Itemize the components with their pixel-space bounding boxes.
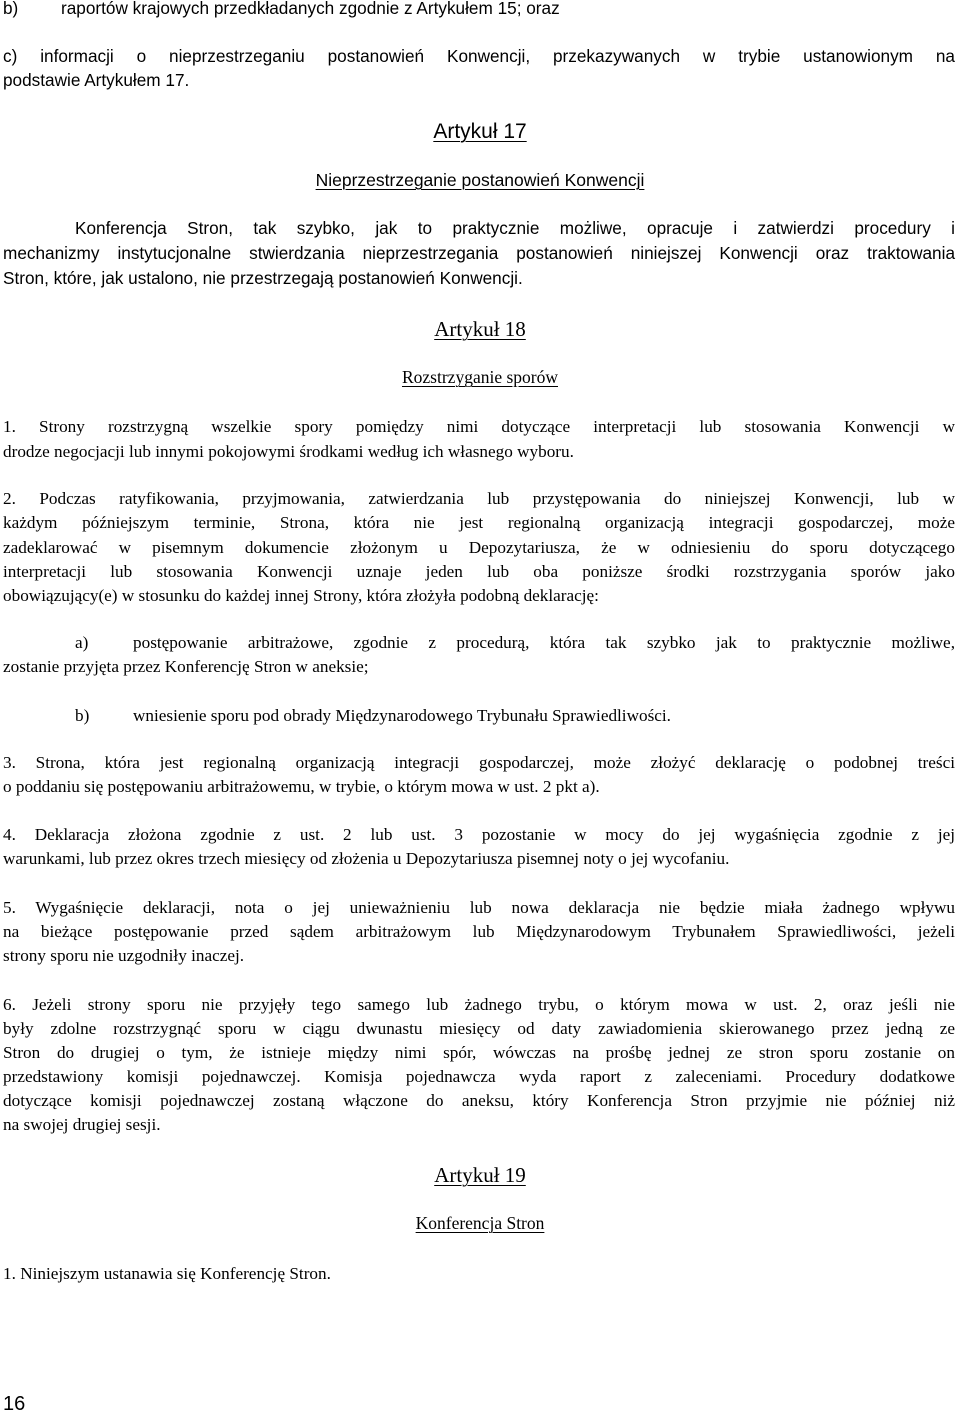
list-item-b-text: wniesienie sporu pod obrady Międzynarodowego Trybunału Sprawiedliwości. <box>133 706 671 725</box>
article-18-para-5-line: 5. Wygaśnięcie deklaracji, nota o jej unieważnieniu lub nowa deklaracja nie będzie miała żadnego wpływu <box>3 898 955 917</box>
list-marker-a: a) <box>75 633 89 652</box>
article-18-subheading: Rozstrzyganie sporów <box>401 367 558 387</box>
article-18-para-2-line: zadeklarować w pisemnym dokumencie złożonym u Depozytariusza, że w odniesieniu do sporu dotyczącego <box>3 538 955 557</box>
page-number: 16 <box>3 1393 26 1415</box>
article-17-heading: Artykuł 17 <box>433 120 527 143</box>
article-17-text-line: Konferencja Stron, tak szybko, jak to praktycznie możliwe, opracuje i zatwierdzi procedury i <box>75 218 955 238</box>
article-18-para-2-line: obowiązujący(e) w stosunku do każdej innej Strony, która złożyła podobną deklarację: <box>3 586 599 605</box>
article-17-text-line: mechanizmy instytucjonalne stwierdzania nieprzestrzegania postanowień niniejszej Konwencji oraz traktowania <box>3 243 955 263</box>
article-18-para-4-line: warunkami, lub przez okres trzech miesięcy od złożenia u Depozytariusza pisemnej noty o jej wycofaniu. <box>3 849 730 868</box>
article-18-heading: Artykuł 18 <box>434 317 526 341</box>
article-17-text-line: Stron, które, jak ustalono, nie przestrzegają postanowień Konwencji. <box>3 268 523 288</box>
article-18-para-6-line: były zdolne rozstrzygnąć sporu w ciągu dwunastu miesięcy od daty zawiadomienia skierowanego przez jedną ze <box>3 1019 955 1038</box>
list-item-c-line: c) informacji o nieprzestrzeganiu postanowień Konwencji, przekazywanych w trybie ustanowionym na <box>3 46 955 66</box>
article-17-subheading: Nieprzestrzeganie postanowień Konwencji <box>315 170 645 190</box>
article-18-para-2-line: interpretacji lub stosowania Konwencji uznaje jeden lub oba poniższe środki rozstrzygania sporów jako <box>3 562 955 581</box>
article-18-para-5-line: strony sporu nie uzgodniły inaczej. <box>3 946 245 965</box>
article-18-para-2-line: 2. Podczas ratyfikowania, przyjmowania, zatwierdzania lub przystępowania do niniejszej Konwencji, lub w <box>3 489 955 508</box>
article-18-para-2-line: każdym późniejszym terminie, Strona, która nie jest regionalną organizacją integracji gospodarczej, może <box>3 513 955 532</box>
article-18-para-6-line: 6. Jeżeli strony sporu nie przyjęły tego samego lub żadnego trybu, o którym mowa w ust. 2, oraz jeśli nie <box>3 995 955 1014</box>
article-18-para-1-line: drodze negocjacji lub innymi pokojowymi środkami według ich własnego wyboru. <box>3 442 574 461</box>
article-19-heading: Artykuł 19 <box>434 1163 526 1187</box>
list-item-b-text: raportów krajowych przedkładanych zgodnie z Artykułem 15; oraz <box>61 0 560 18</box>
article-18-para-6-line: na swojej drugiej sesji. <box>3 1115 161 1134</box>
article-18-para-6-line: przedstawiony komisji pojednawczej. Komisja pojednawcza wyda raport z zaleceniami. Procedury dodatkowe <box>3 1067 955 1086</box>
list-item-a-line: postępowanie arbitrażowe, zgodnie z procedurą, która tak szybko jak to praktycznie możliwe, <box>133 633 955 652</box>
article-19-para-1: 1. Niniejszym ustanawia się Konferencję Stron. <box>3 1264 331 1283</box>
list-item-c-line: podstawie Artykułem 17. <box>3 70 190 90</box>
article-18-para-3-line: o poddaniu się postępowaniu arbitrażowemu, w trybie, o którym mowa w ust. 2 pkt a). <box>3 777 600 796</box>
article-18-para-3-line: 3. Strona, która jest regionalną organizacją integracji gospodarczej, może złożyć deklarację o podobnej treści <box>3 753 955 772</box>
article-18-para-1-line: 1. Strony rozstrzygną wszelkie spory pomiędzy nimi dotyczące interpretacji lub stosowania Konwencji w <box>3 417 955 436</box>
article-18-para-5-line: na bieżące postępowanie przed sądem arbitrażowym lub Międzynarodowym Trybunałem Sprawiedliwości, jeżeli <box>3 922 955 941</box>
list-item-a-line: zostanie przyjęta przez Konferencję Stron w aneksie; <box>3 657 369 676</box>
article-18-para-6-line: Stron do drugiej o tym, że istnieje między nimi spór, wówczas na prośbę jednej ze stron sporu zostanie on <box>3 1043 955 1062</box>
list-marker-b: b) <box>3 0 19 18</box>
list-marker-b: b) <box>75 706 90 725</box>
article-18-para-4-line: 4. Deklaracja złożona zgodnie z ust. 2 lub ust. 3 pozostanie w mocy do jej wygaśnięcia zgodnie z jej <box>3 825 955 844</box>
article-18-para-6-line: dotyczące komisji pojednawczej zostaną włączone do aneksu, który Konferencja Stron przyjmie nie później niż <box>3 1091 955 1110</box>
article-19-subheading: Konferencja Stron <box>415 1213 545 1233</box>
